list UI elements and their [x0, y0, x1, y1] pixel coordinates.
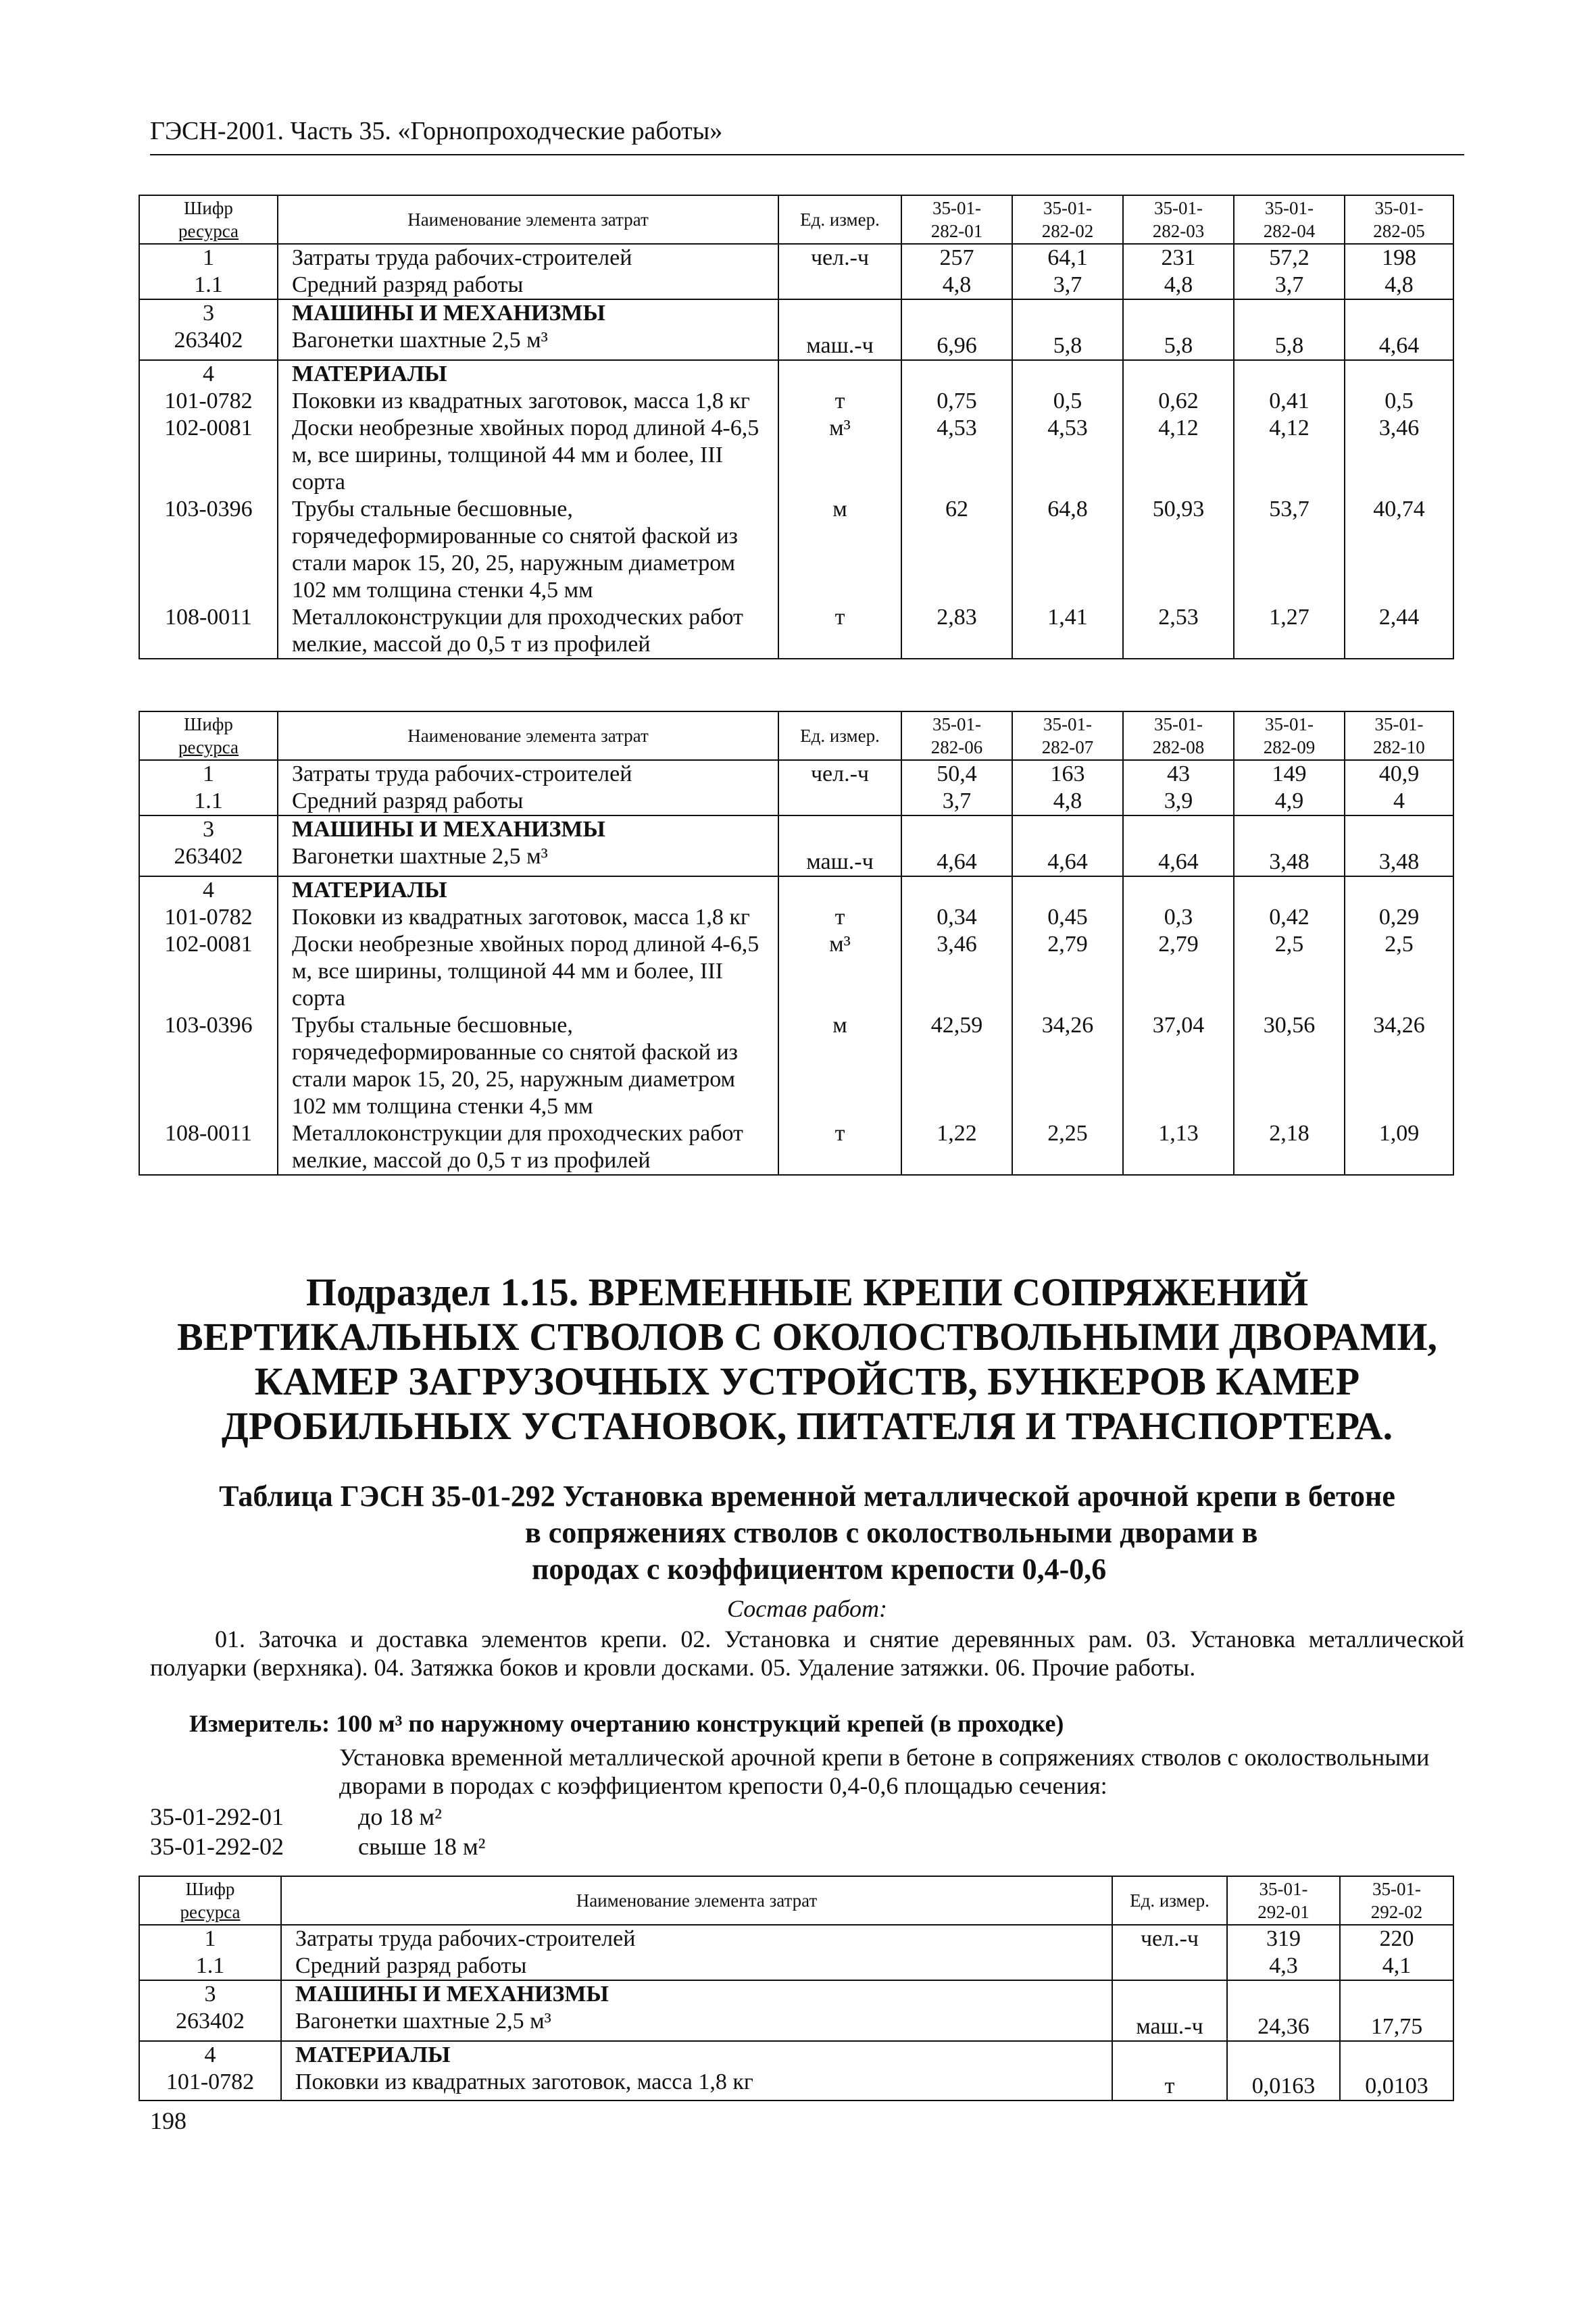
col-header-norm: 35-01- 282-03	[1123, 195, 1234, 244]
col-header-unit: Ед. измер.	[778, 711, 901, 760]
col-header-code: Шифр ресурса	[139, 1876, 281, 1925]
section-title: Подраздел 1.15. ВРЕМЕННЫЕ КРЕПИ СОПРЯЖЕНИЙ ВЕРТИКАЛЬНЫХ СТВОЛОВ С ОКОЛОСТВОЛЬНЫМИ ДВОРАМИ, КАМЕР ЗАГРУЗОЧНЫХ УСТРОЙСТВ, БУНКЕРОВ КАМЕР ДРОБИЛЬНЫХ УСТАНОВОК, ПИТАТЕЛЯ И ТРАНСПОРТЕРА.	[176, 1270, 1438, 1448]
col-header-code: Шифр ресурса	[139, 195, 278, 244]
col-header-norm: 35-01- 292-01	[1227, 1876, 1340, 1925]
table-row: 1 Затраты труда рабочих-строителей чел.-ч 50,4 163 43 149 40,9	[139, 760, 1453, 788]
col-header-norm: 35-01- 282-01	[901, 195, 1012, 244]
table-row: 1.1 Средний разряд работы 4,3 4,1	[139, 1953, 1453, 1980]
measure-unit: Измеритель: 100 м³ по наружному очертанию конструкций крепей (в проходке)	[189, 1710, 1064, 1737]
resource-table-3	[139, 1876, 1454, 2101]
col-header-norm: 35-01- 282-10	[1345, 711, 1453, 760]
col-header-unit: Ед. измер.	[1112, 1876, 1227, 1925]
resource-table-1	[139, 195, 1454, 659]
table-row: 108-0011 Металлоконструкции для проходческих работ мелкие, массой до 0,5 т из профилей т 2,83 1,41 2,53 1,27 2,44	[139, 604, 1453, 659]
col-header-norm: 35-01- 292-02	[1340, 1876, 1453, 1925]
table-header-row	[139, 1876, 1453, 1925]
table-row: 1.1 Средний разряд работы 3,7 4,8 3,9 4,9 4	[139, 788, 1453, 815]
works-composition-label: Состав работ:	[727, 1595, 887, 1622]
col-header-name: Наименование элемента затрат	[278, 195, 778, 244]
works-composition-text: 01. Заточка и доставка элементов крепи. 02. Установка и снятие деревянных рам. 03. Установка металлической полуарки (верхняка). 04. Затяжка боков и кровли досками. 05. Удаление затяжки. 06. Прочие работы.	[150, 1626, 1464, 1681]
table-row: 108-0011 Металлоконструкции для проходческих работ мелкие, массой до 0,5 т из профилей т 1,22 2,25 1,13 2,18 1,09	[139, 1120, 1453, 1175]
table-header-row	[139, 195, 1453, 244]
norm-code: 35-01-292-02	[150, 1833, 284, 1860]
running-header: ГЭСН-2001. Часть 35. «Горнопроходческие работы»	[150, 117, 723, 145]
norm-code-text: до 18 м²	[358, 1803, 442, 1830]
table-row: 102-0081 Доски необрезные хвойных пород длиной 4-6,5 м, все ширины, толщиной 44 мм и более, III сорта м³ 3,46 2,79 2,79 2,5 2,5	[139, 931, 1453, 1012]
norm-code: 35-01-292-01	[150, 1803, 284, 1830]
table-row: 103-0396 Трубы стальные бесшовные, горячедеформированные со снятой фаской из стали марок 15, 20, 25, наружным диаметром 102 мм толщина стенки 4,5 мм м 42,59 34,26 37,04 30,56 34,26	[139, 1012, 1453, 1120]
page-number: 198	[150, 2107, 186, 2134]
col-header-name: Наименование элемента затрат	[278, 711, 778, 760]
col-header-unit: Ед. измер.	[778, 195, 901, 244]
table-group-row: 3 МАШИНЫ И МЕХАНИЗМЫ	[139, 1980, 1453, 2008]
table-group-row: 4 МАТЕРИАЛЫ	[139, 360, 1453, 388]
table-group-row: 3 МАШИНЫ И МЕХАНИЗМЫ	[139, 815, 1453, 843]
table-row: 1 Затраты труда рабочих-строителей чел.-ч 319 220	[139, 1925, 1453, 1953]
col-header-norm: 35-01- 282-04	[1234, 195, 1345, 244]
norm-description: Установка временной металлической арочной крепи в бетоне в сопряжениях стволов с околоствольными дворами в породах с коэффициентом крепости 0,4-0,6 площадью сечения:	[339, 1744, 1430, 1799]
table-row: 101-0782 Поковки из квадратных заготовок, масса 1,8 кг т 0,75 0,5 0,62 0,41 0,5	[139, 388, 1453, 415]
col-header-norm: 35-01- 282-09	[1234, 711, 1345, 760]
table-row: 1.1 Средний разряд работы 4,8 3,7 4,8 3,7 4,8	[139, 272, 1453, 299]
header-rule	[150, 154, 1464, 155]
table-row: 101-0782 Поковки из квадратных заготовок, масса 1,8 кг т 0,0163 0,0103	[139, 2069, 1453, 2101]
table-row: 103-0396 Трубы стальные бесшовные, горячедеформированные со снятой фаской из стали марок 15, 20, 25, наружным диаметром 102 мм толщина стенки 4,5 мм м 62 64,8 50,93 53,7 40,74	[139, 496, 1453, 604]
table-group-row: 4 МАТЕРИАЛЫ	[139, 2041, 1453, 2069]
table-row: 102-0081 Доски необрезные хвойных пород длиной 4-6,5 м, все ширины, толщиной 44 мм и более, III сорта м³ 4,53 4,53 4,12 4,12 3,46	[139, 415, 1453, 496]
table-row: 101-0782 Поковки из квадратных заготовок, масса 1,8 кг т 0,34 0,45 0,3 0,42 0,29	[139, 904, 1453, 931]
col-header-norm: 35-01- 282-08	[1123, 711, 1234, 760]
table-title: Таблица ГЭСН 35-01-292 Установка временной металлической арочной крепи в бетоне в сопряжениях стволов с околоствольными дворами в породах с коэффициентом крепости 0,4-0,6	[219, 1480, 1395, 1586]
table-row: 263402 Вагонетки шахтные 2,5 м³ маш.-ч 4,64 4,64 4,64 3,48 3,48	[139, 843, 1453, 876]
table-group-row: 4 МАТЕРИАЛЫ	[139, 876, 1453, 904]
table-row: 1 Затраты труда рабочих-строителей чел.-ч 257 64,1 231 57,2 198	[139, 244, 1453, 272]
col-header-name: Наименование элемента затрат	[281, 1876, 1112, 1925]
table-row: 263402 Вагонетки шахтные 2,5 м³ маш.-ч 24,36 17,75	[139, 2008, 1453, 2041]
col-header-norm: 35-01- 282-02	[1012, 195, 1123, 244]
col-header-norm: 35-01- 282-05	[1345, 195, 1453, 244]
table-row: 263402 Вагонетки шахтные 2,5 м³ маш.-ч 6,96 5,8 5,8 5,8 4,64	[139, 327, 1453, 360]
norm-code-text: свыше 18 м²	[358, 1833, 486, 1860]
table-group-row: 3 МАШИНЫ И МЕХАНИЗМЫ	[139, 299, 1453, 327]
col-header-norm: 35-01- 282-07	[1012, 711, 1123, 760]
table-header-row	[139, 711, 1453, 760]
col-header-norm: 35-01- 282-06	[901, 711, 1012, 760]
resource-table-2	[139, 711, 1454, 1176]
col-header-code: Шифр ресурса	[139, 711, 278, 760]
